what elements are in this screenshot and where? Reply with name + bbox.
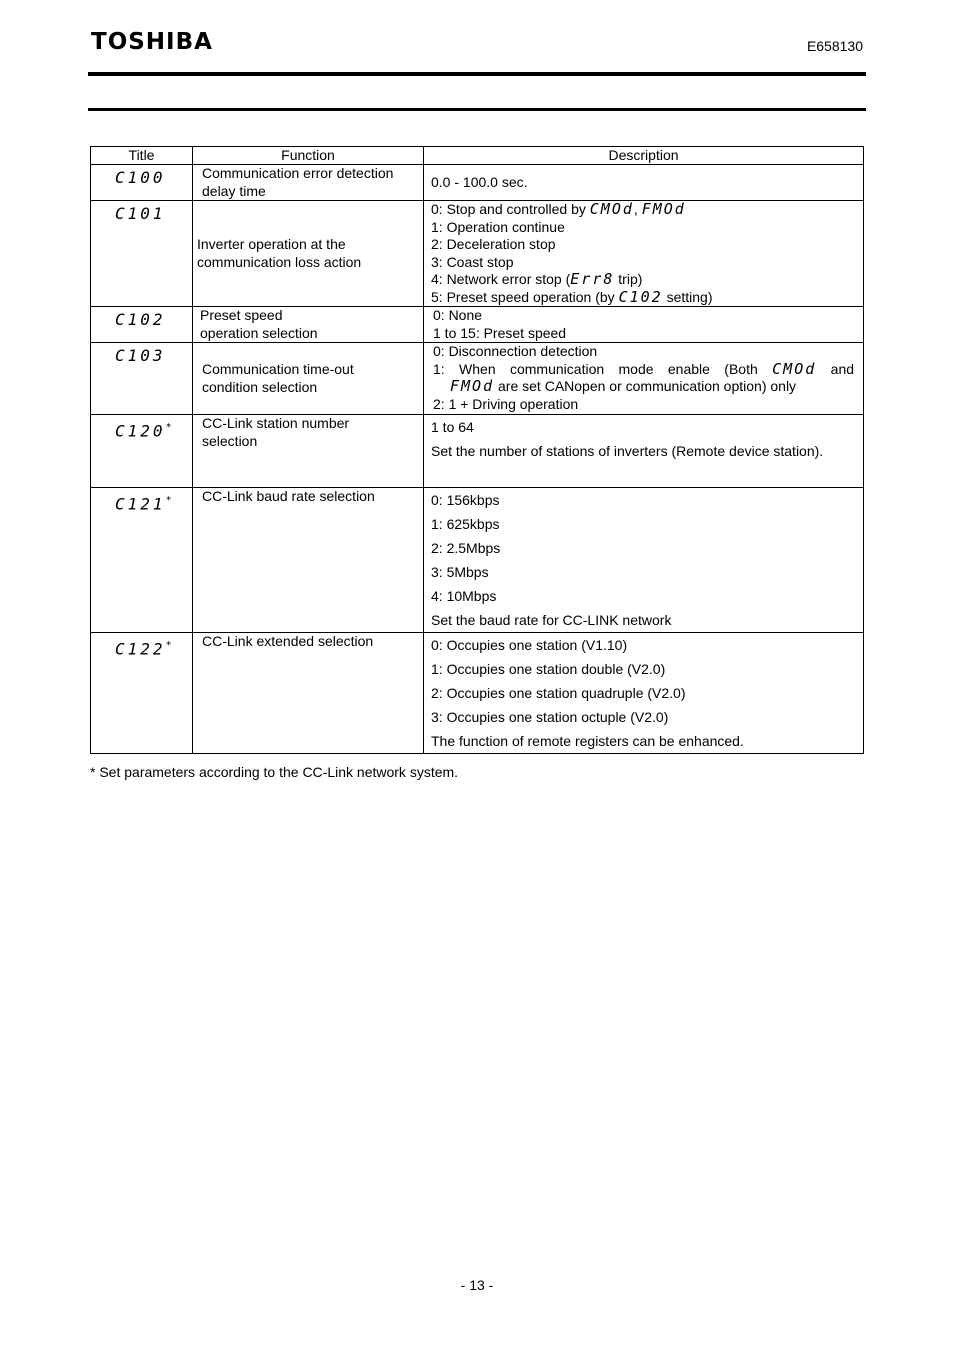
header-rule-top: [88, 72, 866, 76]
description-line: 1: Occupies one station double (V2.0): [431, 661, 666, 677]
table-row: [91, 201, 864, 307]
parameter-description: [424, 343, 864, 415]
description-line: 3: 5Mbps: [431, 564, 489, 580]
description-line: 1 to 15: Preset speed: [433, 324, 567, 341]
description-line: 5: Preset speed operation (by C102 setting): [431, 287, 713, 306]
parameter-table: [90, 146, 864, 754]
header-title: Title: [91, 147, 193, 165]
fmod-code: FMOd: [641, 200, 686, 218]
cmod-code: CMOd: [589, 200, 634, 218]
parameter-code: C102: [91, 307, 193, 343]
fmod-code: FMOd: [450, 377, 495, 395]
parameter-function: Communication time-out condition selection: [193, 343, 424, 415]
table-row: [91, 165, 864, 201]
parameter-function: Inverter operation at the communication loss action: [193, 201, 424, 307]
parameter-description: [424, 488, 864, 633]
description-line: 2: 1 + Driving operation: [433, 395, 579, 412]
parameter-code: C101: [91, 201, 193, 307]
parameter-code: C100: [91, 165, 193, 201]
table-row: [91, 488, 864, 633]
page-number: - 13 -: [460, 1277, 494, 1293]
parameter-description: [424, 201, 864, 307]
description-line: 4: Network error stop (Err8 trip): [431, 270, 643, 288]
err8-code: Err8: [570, 270, 615, 288]
description-line: Set the baud rate for CC-LINK network: [431, 612, 672, 628]
parameter-function: Preset speed operation selection: [193, 307, 424, 343]
description-line: 0: Disconnection detection: [433, 343, 598, 359]
description-line: 2: 2.5Mbps: [431, 540, 501, 556]
description-line: 0: None: [433, 307, 483, 323]
parameter-function: CC-Link extended selection: [193, 633, 424, 754]
table-header-row: [91, 147, 864, 165]
parameter-code: C121*: [91, 488, 193, 633]
parameter-description: [424, 165, 864, 201]
table-row: [91, 343, 864, 415]
c102-code: C102: [618, 287, 663, 306]
description-line: 0: Occupies one station (V1.10): [431, 637, 628, 653]
description-line: 0: Stop and controlled by CMOd, FMOd: [431, 200, 686, 218]
description-line: 2: Occupies one station quadruple (V2.0): [431, 685, 686, 701]
description-line: 0.0 - 100.0 sec.: [431, 173, 528, 190]
table-row: [91, 307, 864, 343]
parameter-function: CC-Link baud rate selection: [193, 488, 424, 633]
parameter-description: [424, 415, 864, 488]
parameter-code: C120*: [91, 415, 193, 488]
parameter-function: Communication error detection delay time: [193, 165, 424, 201]
description-line: The function of remote registers can be enhanced.: [431, 733, 744, 749]
description-line: 1: 625kbps: [431, 516, 500, 532]
description-line: 0: 156kbps: [431, 492, 500, 508]
description-line: 1: When communication mode enable (Both CMOd and: [433, 359, 855, 378]
description-line: 3: Occupies one station octuple (V2.0): [431, 709, 669, 725]
header-description: Description: [424, 147, 864, 165]
description-line: 3: Coast stop: [431, 253, 514, 270]
parameter-description: [424, 307, 864, 343]
description-line: 2: Deceleration stop: [431, 236, 556, 252]
description-line: FMOd are set CANopen or communication option) only: [450, 377, 797, 395]
footnote: * Set parameters according to the CC-Link network system.: [90, 764, 459, 780]
description-line: 4: 10Mbps: [431, 588, 497, 604]
header-rule-bottom: [88, 108, 866, 111]
parameter-code: C122*: [91, 633, 193, 754]
parameter-function: CC-Link station number selection: [193, 415, 424, 488]
table-row: [91, 415, 864, 488]
description-line: Set the number of stations of inverters (Remote device station).: [431, 443, 824, 459]
table-row: [91, 633, 864, 754]
toshiba-logo: TOSHIBA: [91, 29, 213, 55]
document-number: E658130: [806, 38, 863, 54]
parameter-code: C103: [91, 343, 193, 415]
description-line: 1 to 64: [431, 419, 474, 435]
cmod-code: CMOd: [772, 359, 817, 378]
description-line: 1: Operation continue: [431, 218, 565, 235]
parameter-description: [424, 633, 864, 754]
header-function: Function: [193, 147, 424, 165]
